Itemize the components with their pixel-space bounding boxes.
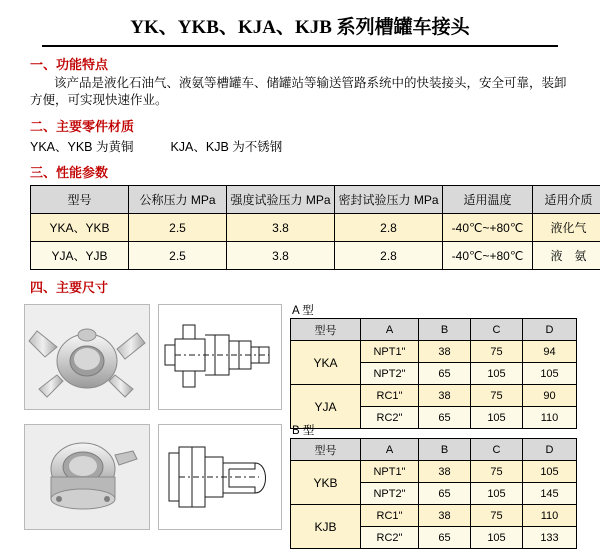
section-heading-materials: 二、主要零件材质 xyxy=(30,116,600,135)
dim-b-col-1: A xyxy=(361,439,419,461)
dim-a-col-3: C xyxy=(471,319,523,341)
dim-b-r0-c4: 105 xyxy=(523,461,577,483)
perf-r1-c4: -40℃~+80℃ xyxy=(443,242,533,270)
perf-r0-c1: 2.5 xyxy=(129,214,227,242)
dim-a-r3-c1: RC2" xyxy=(361,407,419,429)
dimension-table-a xyxy=(290,318,577,429)
section-heading-performance: 三、性能参数 xyxy=(30,162,600,181)
perf-r0-c3: 2.8 xyxy=(335,214,443,242)
line-drawing-type-a xyxy=(158,304,282,410)
dim-a-r1-c4: 105 xyxy=(523,363,577,385)
dim-b-r3-c4: 133 xyxy=(523,527,577,549)
dim-a-r0-c4: 94 xyxy=(523,341,577,363)
dim-a-col-4: D xyxy=(523,319,577,341)
product-photo-type-a xyxy=(24,304,150,410)
dim-a-model-yka: YKA xyxy=(291,341,361,385)
dim-b-r2-c3: 75 xyxy=(471,505,523,527)
dim-a-r2-c2: 38 xyxy=(419,385,471,407)
perf-col-2: 强度试验压力 MPa xyxy=(227,186,335,214)
dimension-table-a-wrap xyxy=(290,318,576,429)
dim-a-r2-c1: RC1" xyxy=(361,385,419,407)
dimensions-area xyxy=(0,304,600,554)
section-heading-features: 一、功能特点 xyxy=(30,54,600,73)
type-a-label: A 型 xyxy=(292,302,314,318)
dim-b-r3-c3: 105 xyxy=(471,527,523,549)
materials-left: YKA、YKB 为黄铜 xyxy=(30,140,134,154)
dim-a-r0-c1: NPT1" xyxy=(361,341,419,363)
line-drawing-type-b xyxy=(158,424,282,530)
dim-b-r0-c2: 38 xyxy=(419,461,471,483)
dim-b-col-4: D xyxy=(523,439,577,461)
perf-col-4: 适用温度 xyxy=(443,186,533,214)
perf-r0-c5: 液化气 xyxy=(533,214,600,242)
dim-b-model-kjb: KJB xyxy=(291,505,361,549)
title-divider xyxy=(42,45,558,47)
perf-r1-c3: 2.8 xyxy=(335,242,443,270)
dimension-table-b-wrap xyxy=(290,438,576,549)
dim-a-col-0: 型号 xyxy=(291,319,361,341)
performance-table xyxy=(30,185,600,270)
features-paragraph: 该产品是液化石油气、液氨等槽罐车、储罐站等输送管路系统中的快装接头，安全可靠，装卸方便，可实现快速作业。 xyxy=(30,75,574,109)
materials-line xyxy=(30,137,600,155)
perf-r1-c5: 液 氨 xyxy=(533,242,600,270)
dim-b-col-2: B xyxy=(419,439,471,461)
perf-r0-c0: YKA、YKB xyxy=(31,214,129,242)
perf-col-1: 公称压力 MPa xyxy=(129,186,227,214)
dim-b-col-0: 型号 xyxy=(291,439,361,461)
page-title: YK、YKB、KJA、KJB 系列槽罐车接头 xyxy=(0,0,600,41)
dim-b-r1-c2: 65 xyxy=(419,483,471,505)
type-b-label: B 型 xyxy=(292,422,314,438)
dim-b-r2-c1: RC1" xyxy=(361,505,419,527)
dim-a-r3-c2: 65 xyxy=(419,407,471,429)
dim-a-r0-c2: 38 xyxy=(419,341,471,363)
table-header-row xyxy=(291,439,577,461)
perf-r1-c1: 2.5 xyxy=(129,242,227,270)
dim-a-col-2: B xyxy=(419,319,471,341)
product-photo-type-b xyxy=(24,424,150,530)
drawing-b-graphic xyxy=(159,425,281,529)
perf-r1-c2: 3.8 xyxy=(227,242,335,270)
dim-a-r2-c3: 75 xyxy=(471,385,523,407)
dim-b-r2-c4: 110 xyxy=(523,505,577,527)
table-row xyxy=(31,242,600,270)
drawing-a-graphic xyxy=(159,305,281,409)
dim-b-r3-c2: 65 xyxy=(419,527,471,549)
dim-a-col-1: A xyxy=(361,319,419,341)
table-row xyxy=(291,341,577,363)
dim-b-r3-c1: RC2" xyxy=(361,527,419,549)
dim-b-r1-c1: NPT2" xyxy=(361,483,419,505)
table-header-row xyxy=(291,319,577,341)
dim-a-r1-c3: 105 xyxy=(471,363,523,385)
perf-col-3: 密封试验压力 MPa xyxy=(335,186,443,214)
dim-b-r2-c2: 38 xyxy=(419,505,471,527)
dim-b-r1-c3: 105 xyxy=(471,483,523,505)
perf-col-0: 型号 xyxy=(31,186,129,214)
photo-b-graphic xyxy=(25,425,149,529)
dim-a-r1-c1: NPT2" xyxy=(361,363,419,385)
table-row xyxy=(291,385,577,407)
perf-col-5: 适用介质 xyxy=(533,186,600,214)
table-row xyxy=(291,461,577,483)
dim-a-r2-c4: 90 xyxy=(523,385,577,407)
dim-a-model-yja: YJA xyxy=(291,385,361,429)
section-heading-dimensions: 四、主要尺寸 xyxy=(30,277,600,296)
photo-a-graphic xyxy=(25,305,149,409)
materials-right: KJA、KJB 为不锈钢 xyxy=(170,140,282,154)
dim-b-r1-c4: 145 xyxy=(523,483,577,505)
perf-r1-c0: YJA、YJB xyxy=(31,242,129,270)
dimension-table-b xyxy=(290,438,577,549)
dim-a-r3-c4: 110 xyxy=(523,407,577,429)
dim-a-r3-c3: 105 xyxy=(471,407,523,429)
table-row xyxy=(31,214,600,242)
dim-b-r0-c1: NPT1" xyxy=(361,461,419,483)
perf-r0-c2: 3.8 xyxy=(227,214,335,242)
dim-b-model-ykb: YKB xyxy=(291,461,361,505)
dim-b-col-3: C xyxy=(471,439,523,461)
dim-b-r0-c3: 75 xyxy=(471,461,523,483)
dim-a-r0-c3: 75 xyxy=(471,341,523,363)
perf-r0-c4: -40℃~+80℃ xyxy=(443,214,533,242)
dim-a-r1-c2: 65 xyxy=(419,363,471,385)
table-header-row xyxy=(31,186,600,214)
